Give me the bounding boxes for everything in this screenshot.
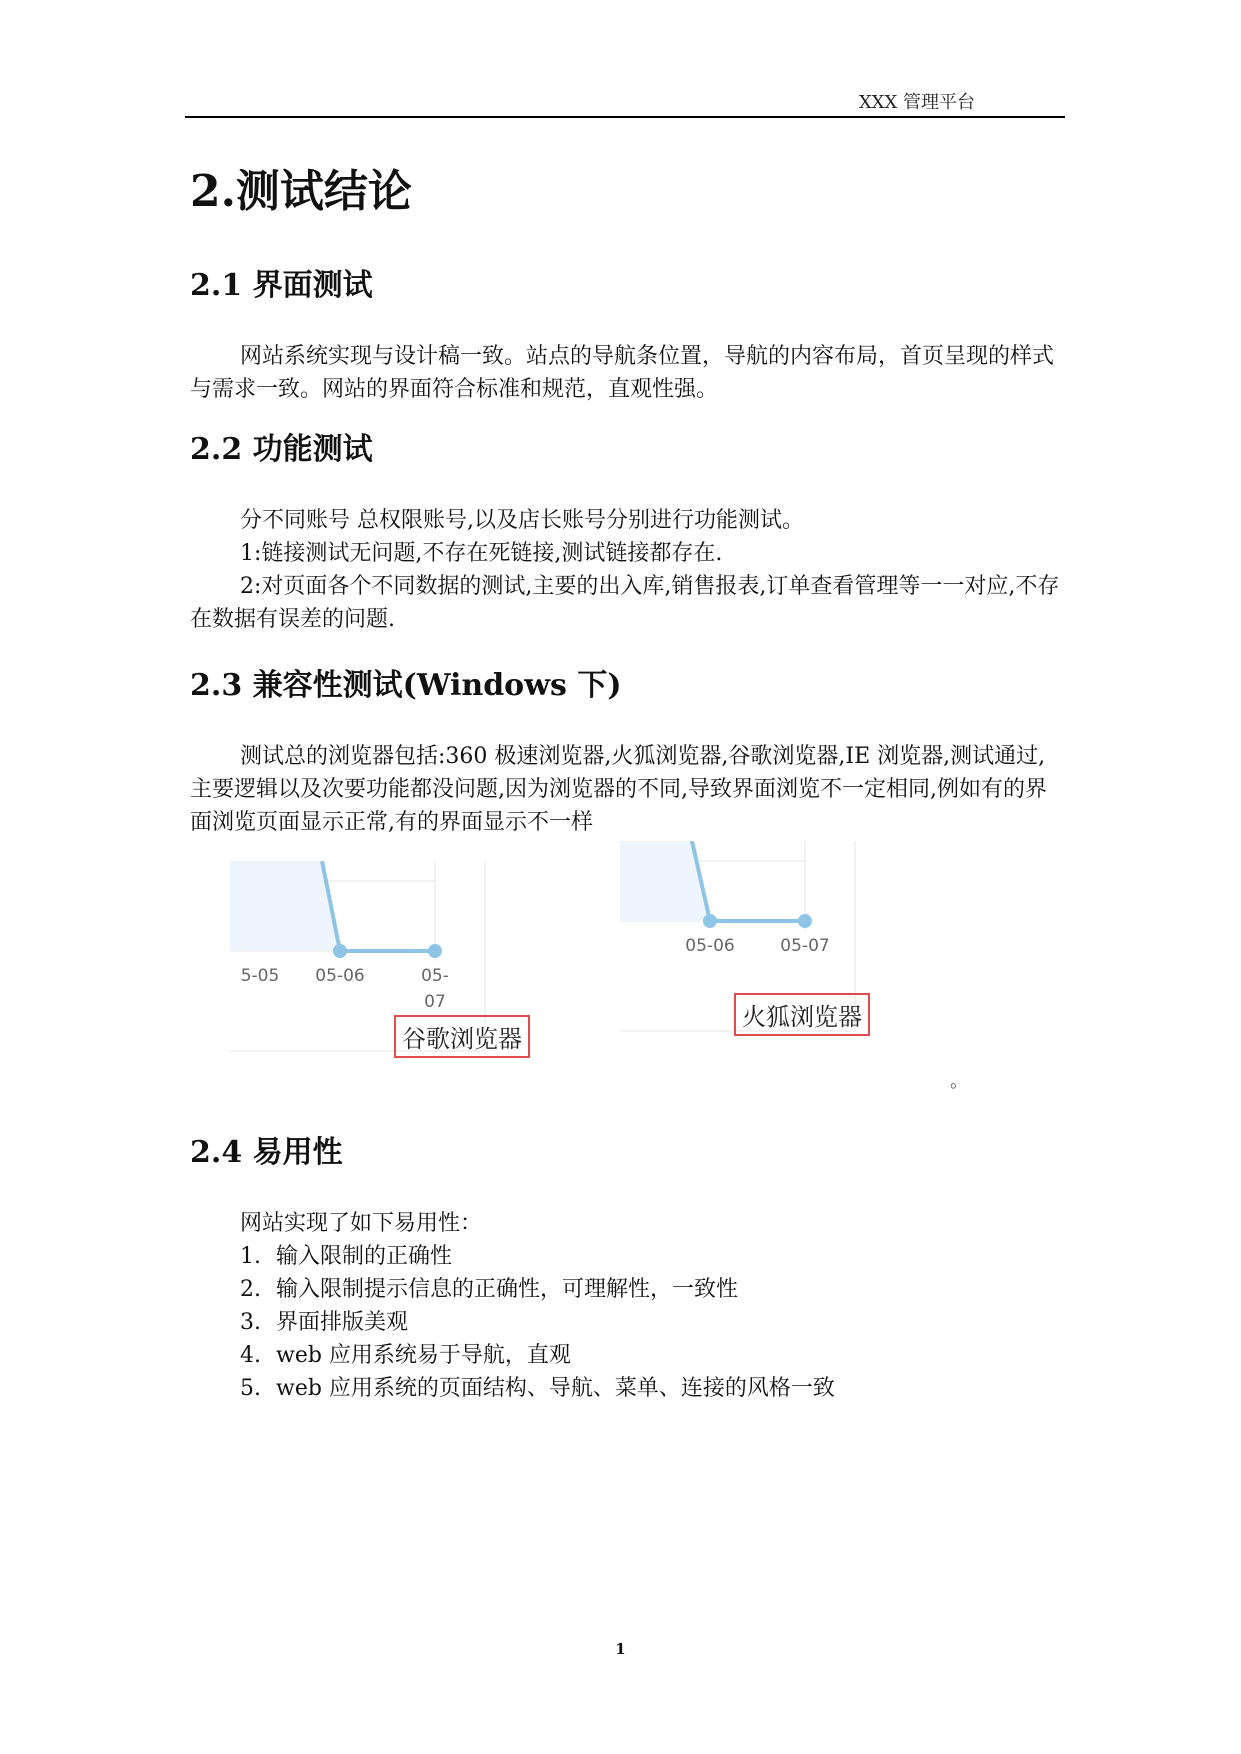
chart-point bbox=[798, 914, 812, 928]
ui-test-paragraph: 网站系统实现与设计稿一致。站点的导航条位置，导航的内容布局，首页呈现的样式与需求一致。网站的界面符合标准和规范，直观性强。 bbox=[190, 344, 1055, 402]
chapter-title: 2.测试结论 bbox=[190, 166, 412, 217]
chart-point bbox=[703, 914, 717, 928]
page-header bbox=[185, 88, 1065, 118]
section-heading-compat-test: 2.3 兼容性测试(Windows 下) bbox=[190, 668, 622, 703]
section-heading-func-test: 2.2 功能测试 bbox=[190, 432, 373, 467]
chart-chrome bbox=[230, 861, 522, 1071]
chart-x-tick-label: 05- bbox=[421, 966, 449, 986]
list-item bbox=[190, 1306, 1060, 1339]
section-heading-usability: 2.4 易用性 bbox=[190, 1135, 343, 1170]
chart-x-tick-label: 07 bbox=[424, 992, 446, 1012]
list-item-number: 5. bbox=[240, 1376, 261, 1401]
list-item-number: 4. bbox=[240, 1343, 261, 1368]
func-test-line-2: 1:链接测试无问题,不存在死链接,测试链接都存在. bbox=[240, 541, 723, 566]
list-item-number: 3. bbox=[240, 1310, 261, 1335]
chart-series-line bbox=[322, 861, 435, 951]
chart-x-tick-label: 5-05 bbox=[240, 966, 280, 986]
document-body bbox=[190, 150, 1060, 1405]
list-item-text: 输入限制的正确性 bbox=[276, 1244, 453, 1269]
chart-firefox-label: 火狐浏览器 bbox=[734, 993, 870, 1036]
usability-intro: 网站实现了如下易用性： bbox=[240, 1211, 483, 1236]
list-item-number: 1. bbox=[240, 1244, 261, 1269]
section-heading-ui-test: 2.1 界面测试 bbox=[190, 268, 373, 303]
chart-x-tick-label: 05-07 bbox=[780, 936, 830, 956]
list-item bbox=[190, 1240, 1060, 1273]
chart-area bbox=[620, 841, 805, 921]
list-item-text: 输入限制提示信息的正确性，可理解性，一致性 bbox=[276, 1277, 739, 1302]
chart-firefox bbox=[620, 841, 890, 1051]
list-item-number: 2. bbox=[240, 1277, 261, 1302]
list-item bbox=[190, 1273, 1060, 1306]
list-item bbox=[190, 1339, 1060, 1372]
compat-test-paragraph: 测试总的浏览器包括:360 极速浏览器,火狐浏览器,谷歌浏览器,IE 浏览器,测试通过,主要逻辑以及次要功能都没问题,因为浏览器的不同,导致界面浏览不一定相同,例如有的界面浏览页面显示正常,有的界面显示不一样 bbox=[190, 744, 1047, 835]
page-number: 1 bbox=[615, 1640, 626, 1658]
chart-series-line bbox=[692, 841, 805, 921]
list-item bbox=[190, 1372, 1060, 1405]
figure-trailing-mark: 。 bbox=[950, 1071, 968, 1092]
chart-point bbox=[333, 944, 347, 958]
usability-list bbox=[190, 1240, 1060, 1405]
list-item-text: web 应用系统的页面结构、导航、菜单、连接的风格一致 bbox=[276, 1376, 835, 1401]
func-test-line-1: 分不同账号 总权限账号,以及店长账号分别进行功能测试。 bbox=[240, 508, 804, 533]
list-item-text: 界面排版美观 bbox=[276, 1310, 409, 1335]
chart-x-tick-label: 05-06 bbox=[685, 936, 735, 956]
header-title: XXX 管理平台 bbox=[858, 92, 975, 113]
chart-chrome-label: 谷歌浏览器 bbox=[394, 1015, 530, 1058]
browser-comparison-figure bbox=[190, 861, 1060, 1091]
list-item-text: web 应用系统易于导航，直观 bbox=[276, 1343, 571, 1368]
chart-point bbox=[428, 944, 442, 958]
chart-x-tick-label: 05-06 bbox=[315, 966, 365, 986]
func-test-line-3: 2:对页面各个不同数据的测试,主要的出入库,销售报表,订单查看管理等一一对应,不存在数据有误差的问题. bbox=[190, 574, 1060, 632]
